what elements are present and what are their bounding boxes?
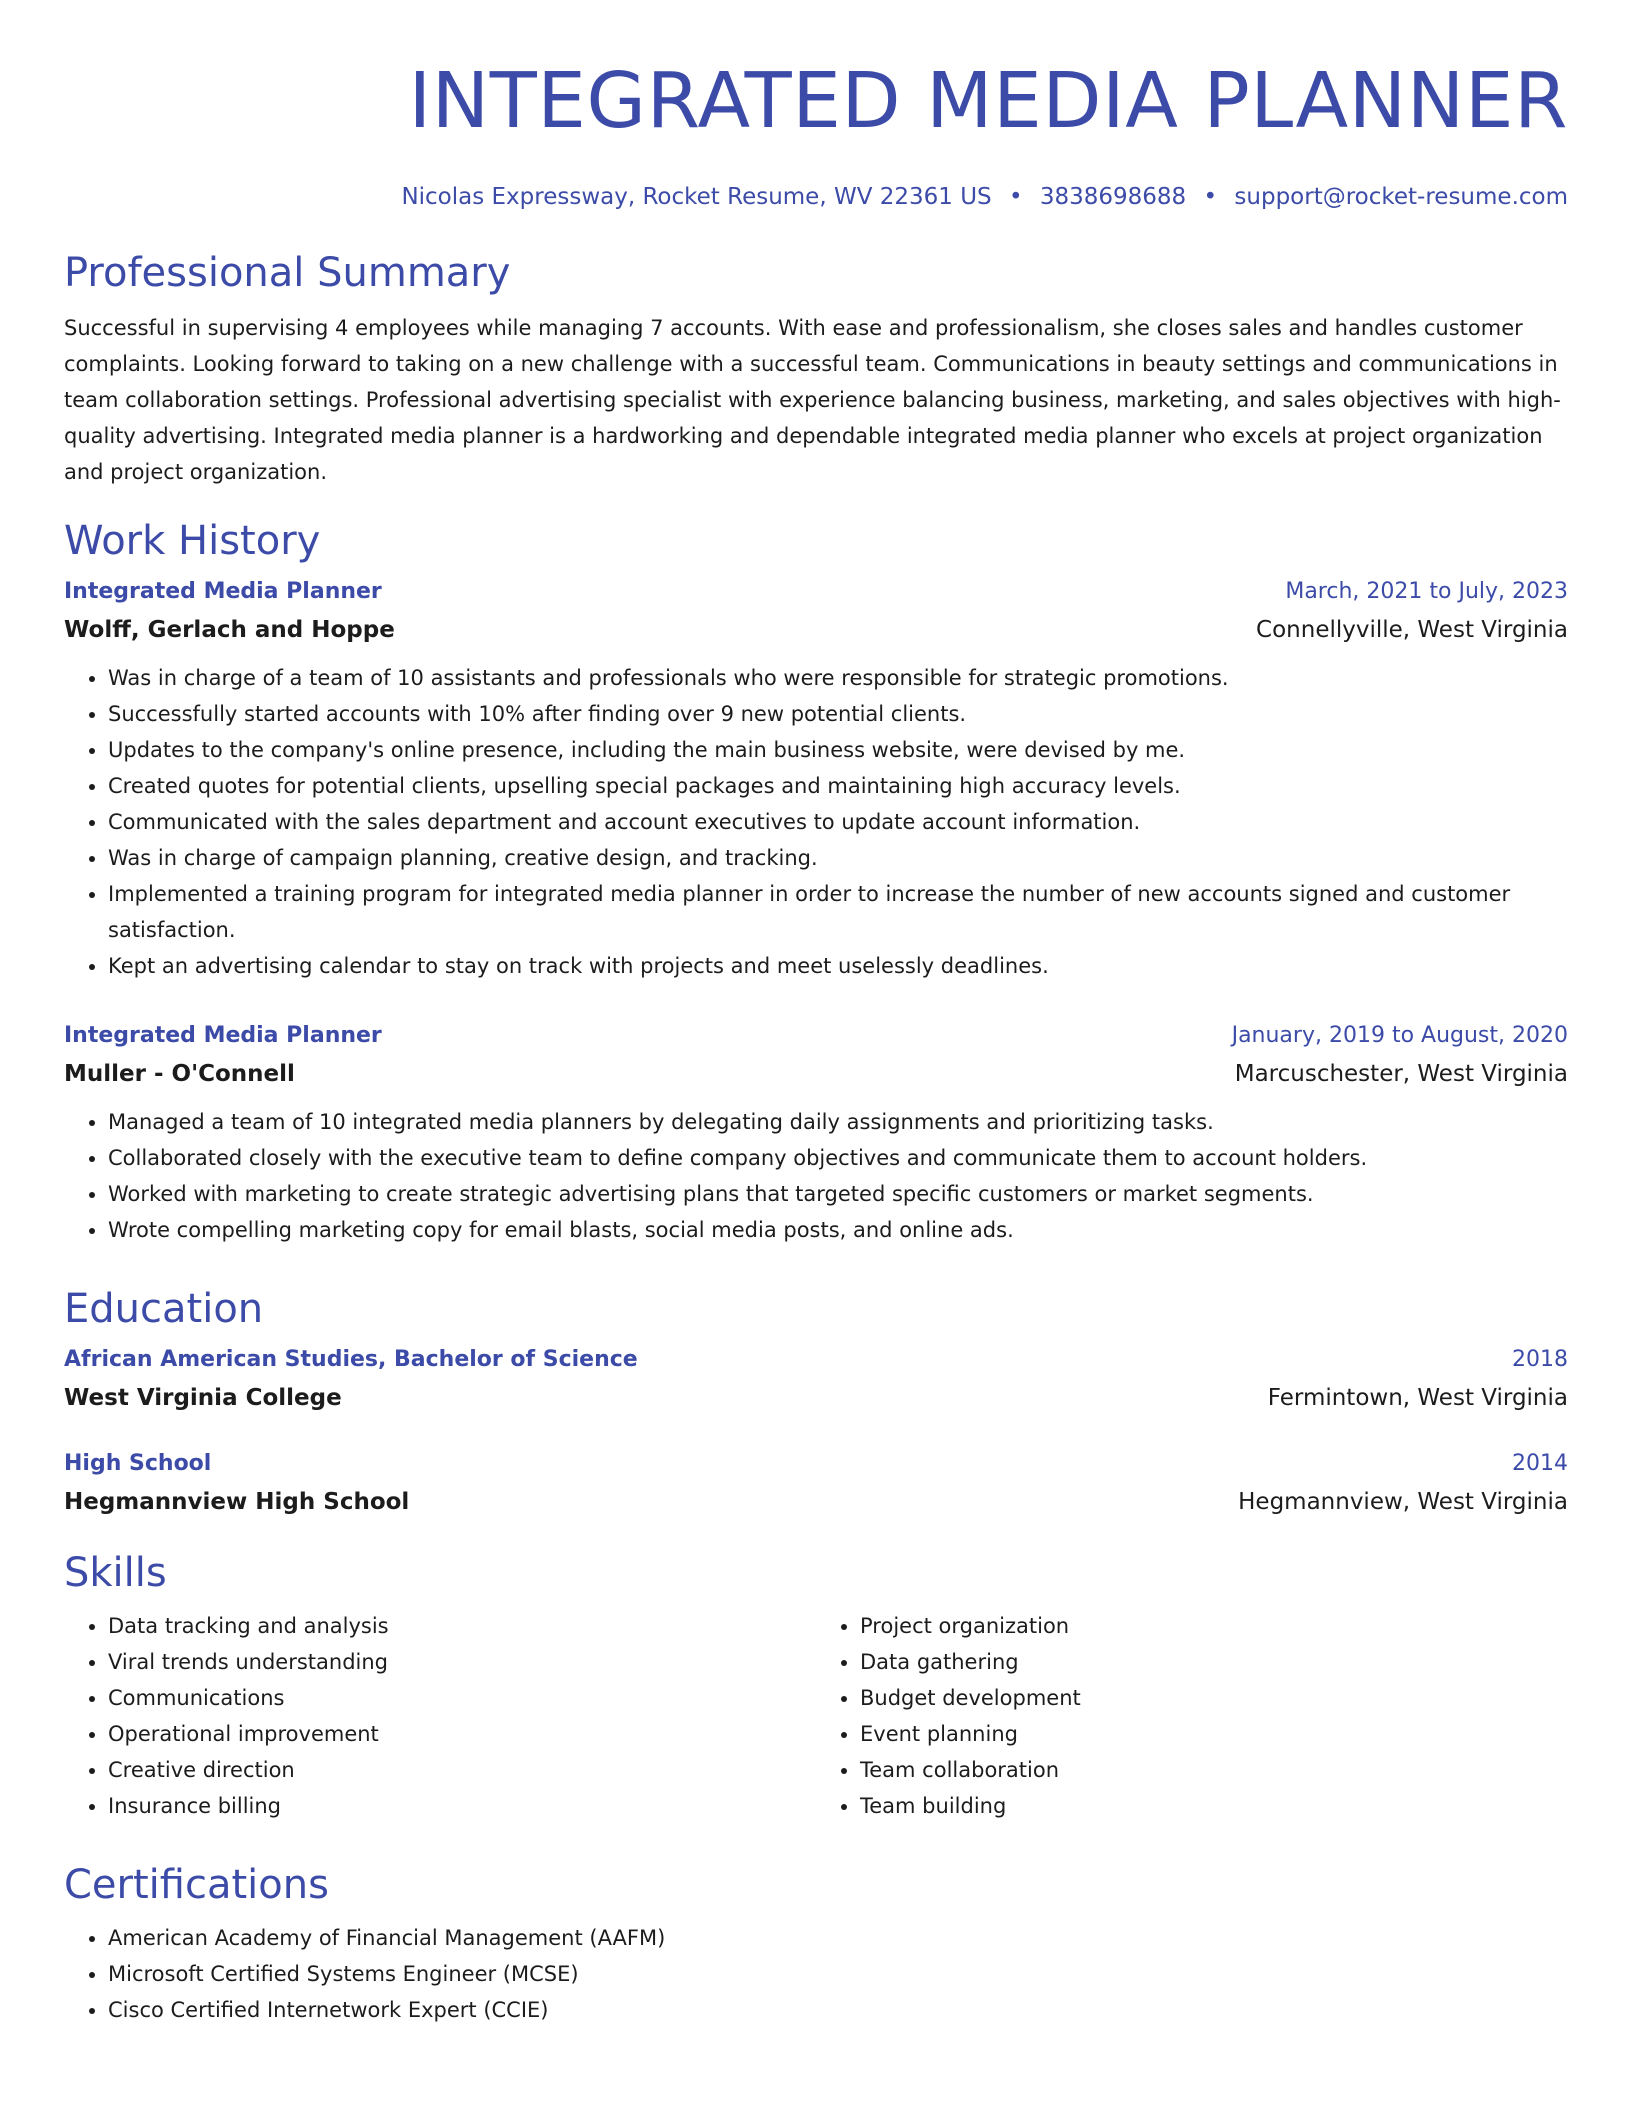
education-school-row xyxy=(64,1378,1568,1418)
contact-line xyxy=(64,182,1568,212)
certification-item: • Cisco Certified Internetwork Expert (CCIE) xyxy=(108,1992,1568,2028)
education-location: Hegmannview, West Virginia xyxy=(1238,1489,1568,1515)
summary-heading: Professional Summary xyxy=(64,250,511,296)
job-bullet: • Collaborated closely with the executive team to define company objectives and communicate them to account holders. xyxy=(108,1140,1568,1176)
job-role: Integrated Media Planner xyxy=(64,579,382,604)
skill-item: • Insurance billing xyxy=(108,1788,816,1824)
skill-item: • Data gathering xyxy=(860,1644,1568,1680)
job-bullet: • Was in charge of campaign planning, creative design, and tracking. xyxy=(108,840,1568,876)
education-school: Hegmannview High School xyxy=(64,1489,410,1515)
skill-item: • Event planning xyxy=(860,1716,1568,1752)
education-degree-row xyxy=(64,1446,1568,1482)
candidate-title: INTEGRATED MEDIA PLANNER xyxy=(408,57,1568,146)
job-bullet: • Updates to the company's online presence, including the main business website, were devised by me. xyxy=(108,732,1568,768)
skill-item: • Operational improvement xyxy=(108,1716,816,1752)
contact-phone: 3838698688 xyxy=(1039,184,1187,210)
skill-item: • Communications xyxy=(108,1680,816,1716)
job-bullet: • Kept an advertising calendar to stay on track with projects and meet uselessly deadlines. xyxy=(108,948,1568,984)
skills-heading: Skills xyxy=(64,1550,167,1596)
resume-header xyxy=(64,52,1568,212)
contact-address: Nicolas Expressway, Rocket Resume, WV 22361 US xyxy=(401,184,992,210)
job-bullets xyxy=(64,660,1568,984)
education-year: 2018 xyxy=(1512,1347,1568,1372)
skill-item: • Team collaboration xyxy=(860,1752,1568,1788)
education-school-row xyxy=(64,1482,1568,1522)
job-role-row xyxy=(64,1018,1568,1054)
education-degree-row xyxy=(64,1342,1568,1378)
education-school: West Virginia College xyxy=(64,1385,342,1411)
job-company-row xyxy=(64,1054,1568,1094)
skills-list-left xyxy=(64,1608,816,1824)
contact-separator: • xyxy=(1203,184,1218,210)
skill-item: • Viral trends understanding xyxy=(108,1644,816,1680)
job-location: Connellyville, West Virginia xyxy=(1256,617,1568,643)
job-entry xyxy=(64,574,1568,984)
certification-item: • American Academy of Financial Management (AAFM) xyxy=(108,1920,1568,1956)
contact-email: support@rocket-resume.com xyxy=(1234,184,1568,210)
education-location: Fermintown, West Virginia xyxy=(1267,1385,1568,1411)
education-year: 2014 xyxy=(1512,1451,1568,1476)
job-location: Marcuschester, West Virginia xyxy=(1234,1061,1568,1087)
job-company: Muller - O'Connell xyxy=(64,1061,295,1087)
work-history-heading: Work History xyxy=(64,518,321,564)
summary-text: Successful in supervising 4 employees while managing 7 accounts. With ease and professionalism, she closes sales and handles customer complaints. Looking forward to taking on a new challenge with a successful team. Communications in beauty settings and communications in team collaboration settings. Professional advertising specialist with experience balancing business, marketing, and sales objectives with high-quality advertising. Integrated media planner is a hardworking and dependable integrated media planner who excels at project organization and project organization. xyxy=(64,316,1561,484)
job-bullet: • Implemented a training program for integrated media planner in order to increase the number of new accounts signed and customer satisfaction. xyxy=(108,876,1568,948)
education-entry xyxy=(64,1446,1568,1522)
job-bullet: • Was in charge of a team of 10 assistants and professionals who were responsible for strategic promotions. xyxy=(108,660,1568,696)
job-entry xyxy=(64,1018,1568,1248)
skill-item: • Budget development xyxy=(860,1680,1568,1716)
certifications-heading: Certifications xyxy=(64,1862,329,1908)
job-bullet: • Wrote compelling marketing copy for email blasts, social media posts, and online ads. xyxy=(108,1212,1568,1248)
skill-item: • Creative direction xyxy=(108,1752,816,1788)
job-bullet: • Communicated with the sales department and account executives to update account information. xyxy=(108,804,1568,840)
education-heading: Education xyxy=(64,1286,264,1332)
skill-item: • Data tracking and analysis xyxy=(108,1608,816,1644)
skills-list-right xyxy=(816,1608,1568,1824)
skills-columns xyxy=(64,1598,1568,1824)
job-role: Integrated Media Planner xyxy=(64,1023,382,1048)
skill-item: • Project organization xyxy=(860,1608,1568,1644)
job-bullet: • Managed a team of 10 integrated media planners by delegating daily assignments and prioritizing tasks. xyxy=(108,1104,1568,1140)
education-degree: High School xyxy=(64,1451,212,1476)
job-company: Wolff, Gerlach and Hoppe xyxy=(64,617,395,643)
job-role-row xyxy=(64,574,1568,610)
job-bullet: • Created quotes for potential clients, upselling special packages and maintaining high accuracy levels. xyxy=(108,768,1568,804)
contact-separator: • xyxy=(1008,184,1023,210)
job-company-row xyxy=(64,610,1568,650)
job-dates: January, 2019 to August, 2020 xyxy=(1231,1023,1568,1048)
job-bullet: • Worked with marketing to create strategic advertising plans that targeted specific customers or market segments. xyxy=(108,1176,1568,1212)
job-bullet: • Successfully started accounts with 10% after finding over 9 new potential clients. xyxy=(108,696,1568,732)
skill-item: • Team building xyxy=(860,1788,1568,1824)
certifications-list xyxy=(64,1920,1568,2028)
job-dates: March, 2021 to July, 2023 xyxy=(1285,579,1568,604)
education-degree: African American Studies, Bachelor of Science xyxy=(64,1347,638,1372)
certification-item: • Microsoft Certified Systems Engineer (MCSE) xyxy=(108,1956,1568,1992)
job-bullets xyxy=(64,1104,1568,1248)
education-entry xyxy=(64,1342,1568,1418)
